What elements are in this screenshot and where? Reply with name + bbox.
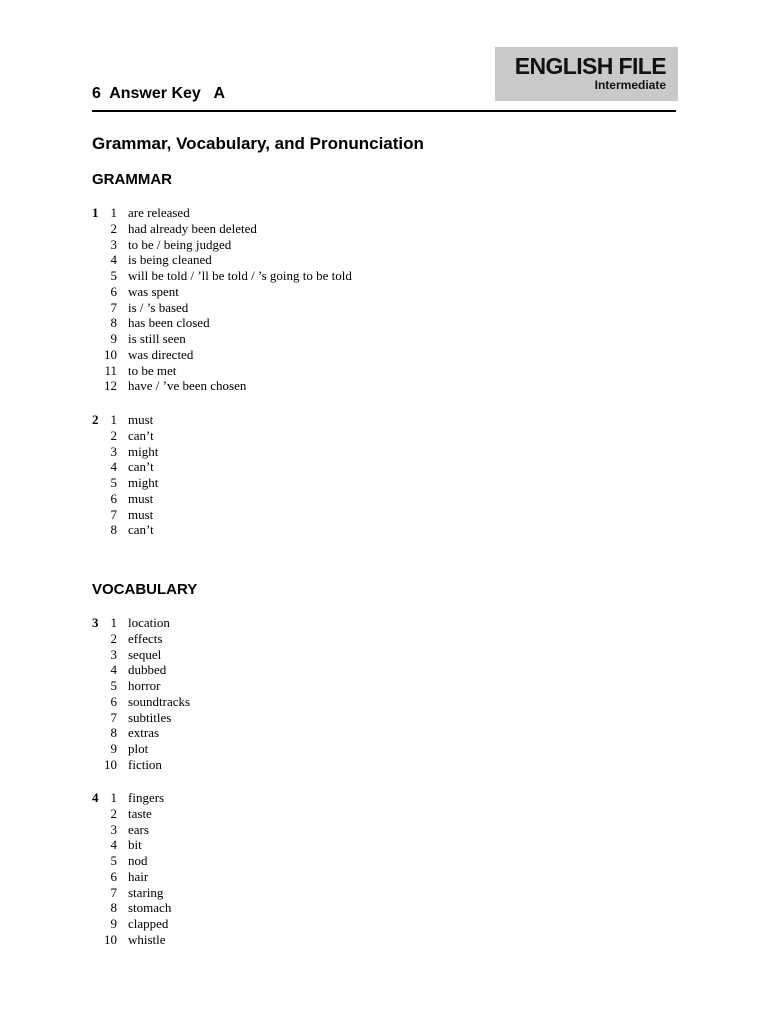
item-answer: must (128, 412, 154, 427)
item-answer: to be met (128, 362, 177, 378)
item-answer: will be told / ’ll be told / ’s going to be told (128, 268, 352, 283)
item-answer: hair (128, 868, 149, 884)
answer-item (92, 631, 492, 647)
item-number: 2 (110, 427, 117, 443)
exercise-number: 1 (92, 205, 99, 220)
answer-item (92, 900, 492, 916)
answer-item (92, 221, 492, 237)
answer-item (92, 757, 492, 773)
exercise-2 (92, 412, 492, 538)
item-number: 1 (110, 790, 117, 805)
item-number: 4 (110, 252, 117, 268)
item-number: 8 (110, 315, 117, 331)
item-number: 6 (110, 868, 117, 884)
item-number: 12 (104, 378, 117, 394)
item-number: 2 (110, 220, 117, 236)
answer-item (92, 615, 492, 631)
answer-item (92, 806, 492, 822)
item-number: 7 (110, 299, 117, 315)
item-answer: whistle (128, 931, 166, 947)
item-number: 8 (110, 522, 117, 538)
answer-item (92, 459, 492, 475)
item-number: 4 (110, 662, 117, 678)
answer-item (92, 205, 492, 221)
item-number: 3 (110, 821, 117, 837)
item-number: 2 (110, 630, 117, 646)
exercise-number: 3 (92, 615, 99, 630)
answer-item (92, 741, 492, 757)
item-number: 3 (110, 646, 117, 662)
answer-item (92, 885, 492, 901)
vocabulary-heading: VOCABULARY (92, 581, 198, 598)
item-answer: must (128, 490, 154, 506)
logo-subtitle: Intermediate (594, 78, 666, 92)
answer-item (92, 268, 492, 284)
exercise-number: 2 (92, 412, 99, 427)
item-number: 7 (110, 884, 117, 900)
answer-item (92, 662, 492, 678)
item-answer: can’t (128, 522, 154, 538)
item-answer: sequel (128, 646, 162, 662)
answer-item (92, 444, 492, 460)
item-number: 8 (110, 725, 117, 741)
answer-item (92, 853, 492, 869)
item-number: 10 (104, 756, 117, 772)
item-answer: nod (128, 853, 148, 868)
item-answer: soundtracks (128, 693, 191, 709)
exercise-3 (92, 615, 492, 773)
item-number: 7 (110, 709, 117, 725)
answer-item (92, 710, 492, 726)
item-answer: fingers (128, 790, 165, 805)
answer-item (92, 252, 492, 268)
answer-item (92, 428, 492, 444)
item-answer: is / ’s based (128, 299, 189, 315)
exercise-number: 4 (92, 790, 99, 805)
item-answer: ears (128, 821, 149, 837)
answer-item (92, 916, 492, 932)
item-number: 4 (110, 459, 117, 475)
answer-item (92, 331, 492, 347)
answer-item (92, 237, 492, 253)
answer-item (92, 347, 492, 363)
item-number: 8 (110, 900, 117, 916)
item-answer: location (128, 615, 170, 630)
item-answer: clapped (128, 916, 169, 931)
answer-item (92, 932, 492, 948)
item-answer: effects (128, 630, 163, 646)
item-answer: subtitles (128, 709, 172, 725)
item-answer: stomach (128, 900, 172, 916)
item-answer: horror (128, 678, 161, 693)
exercise-1 (92, 205, 492, 394)
item-number: 7 (110, 506, 117, 522)
item-answer: plot (128, 741, 149, 756)
item-number: 9 (110, 331, 117, 346)
item-number: 6 (110, 283, 117, 299)
item-number: 3 (110, 443, 117, 459)
item-number: 6 (110, 693, 117, 709)
page-title: 6 Answer Key A (92, 85, 226, 102)
answer-item (92, 363, 492, 379)
item-number: 11 (104, 362, 117, 378)
item-number: 1 (110, 205, 117, 220)
item-number: 10 (104, 346, 117, 362)
item-answer: taste (128, 805, 152, 821)
item-answer: has been closed (128, 315, 210, 331)
item-number: 3 (110, 236, 117, 252)
item-answer: extras (128, 725, 160, 741)
item-number: 9 (110, 916, 117, 931)
grammar-heading: GRAMMAR (92, 171, 172, 188)
answer-item (92, 790, 492, 806)
answer-item (92, 412, 492, 428)
item-number: 4 (110, 837, 117, 853)
logo-title: ENGLISH FILE (514, 53, 666, 79)
answer-item (92, 678, 492, 694)
english-file-logo (495, 47, 678, 101)
item-number: 5 (110, 678, 117, 693)
item-answer: can’t (128, 427, 154, 443)
item-number: 6 (110, 490, 117, 506)
item-number: 10 (104, 931, 117, 947)
item-number: 9 (110, 741, 117, 756)
item-answer: is still seen (128, 331, 186, 346)
exercise-4 (92, 790, 492, 948)
item-number: 1 (110, 412, 117, 427)
answer-item (92, 491, 492, 507)
header-divider (92, 110, 676, 112)
answer-item (92, 300, 492, 316)
item-number: 2 (110, 805, 117, 821)
answer-item (92, 869, 492, 885)
answer-item (92, 822, 492, 838)
section-title: Grammar, Vocabulary, and Pronunciation (92, 134, 424, 153)
item-answer: to be / being judged (128, 236, 232, 252)
item-answer: might (128, 443, 159, 459)
answer-item (92, 725, 492, 741)
item-number: 1 (110, 615, 117, 630)
item-answer: fiction (128, 756, 162, 772)
answer-item (92, 315, 492, 331)
answer-item (92, 284, 492, 300)
item-answer: staring (128, 884, 164, 900)
answer-item (92, 694, 492, 710)
answer-item (92, 837, 492, 853)
answer-item (92, 522, 492, 538)
item-answer: was spent (128, 283, 179, 299)
item-number: 5 (110, 268, 117, 283)
item-answer: have / ’ve been chosen (128, 378, 247, 394)
item-number: 5 (110, 853, 117, 868)
answer-item (92, 647, 492, 663)
item-answer: was directed (128, 346, 194, 362)
item-number: 5 (110, 475, 117, 490)
item-answer: dubbed (128, 662, 167, 678)
item-answer: had already been deleted (128, 220, 257, 236)
item-answer: is being cleaned (128, 252, 212, 268)
answer-item (92, 507, 492, 523)
item-answer: bit (128, 837, 142, 853)
item-answer: can’t (128, 459, 154, 475)
item-answer: are released (128, 205, 190, 220)
answer-item (92, 475, 492, 491)
answer-item (92, 378, 492, 394)
item-answer: might (128, 475, 159, 490)
item-answer: must (128, 506, 154, 522)
